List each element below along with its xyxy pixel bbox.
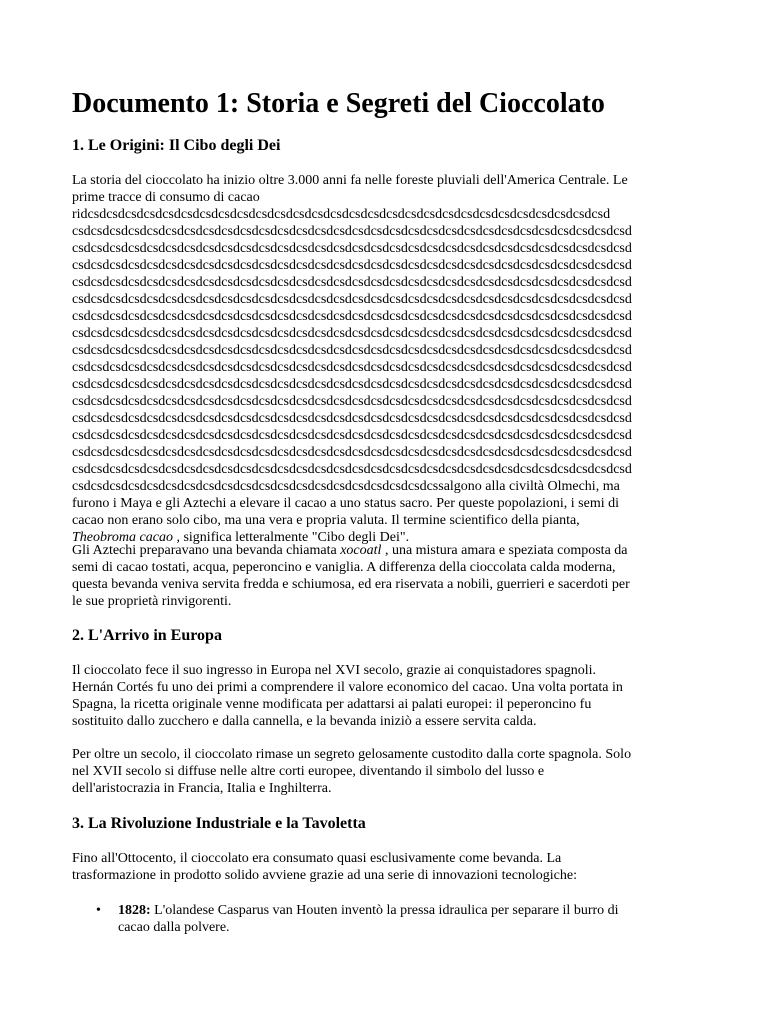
text-line: trasformazione in prodotto solido avviene grazie ad una serie di innovazioni tecnologiche: [72,868,577,883]
section-2-paragraph-2 [72,746,698,797]
section-1-paragraph-1 [72,172,698,546]
text-line: dell'aristocrazia in Francia, Italia e Inghilterra. [72,781,332,796]
text-line: sostituito dallo zucchero e dalla cannella, e la bevanda iniziò a essere servita calda. [72,714,537,729]
text-line: le sue proprietà rinvigorenti. [72,594,232,609]
garbled-line: csdcsdcsdcsdcsdcsdcsdcsdcsdcsdcsdcsdcsdcsdcsdcsdcsdcsdcsdcsdcsdcsdcsdcsdcsdcsdcsdcsdcsdcsd [72,377,632,392]
bullet-icon: • [96,903,101,918]
garbled-line: csdcsdcsdcsdcsdcsdcsdcsdcsdcsdcsdcsdcsdcsdcsdcsdcsdcsdcsdcsdcsdcsdcsdcsdcsdcsdcsdcsdcsdcsd [72,411,632,426]
section-3-paragraph-1 [72,850,698,884]
garbled-line: csdcsdcsdcsdcsdcsdcsdcsdcsdcsdcsdcsdcsdcsdcsdcsdcsdcsdcsdcsdcsdcsdcsdcsdcsdcsdcsdcsdcsdcsd [72,326,632,341]
section-3 [72,814,698,834]
garbled-line: csdcsdcsdcsdcsdcsdcsdcsdcsdcsdcsdcsdcsdcsdcsdcsdcsdcsdcsdcsdcsdcsdcsdcsdcsdcsdcsdcsdcsdcsd [72,292,632,307]
section-3-heading: 3. La Rivoluzione Industriale e la Tavoletta [72,815,366,832]
drink-name: xocoatl [340,543,382,558]
document-title: Documento 1: Storia e Segreti del Cioccolato [72,88,605,119]
text-line: Fino all'Ottocento, il cioccolato era consumato quasi esclusivamente come bevanda. La [72,851,562,866]
garbled-line: csdcsdcsdcsdcsdcsdcsdcsdcsdcsdcsdcsdcsdcsdcsdcsdcsdcsdcsdcsdcsdcsdcsdcsdcsdcsdcsdcsdcsdcsd [72,275,632,290]
text-line: Il cioccolato fece il suo ingresso in Europa nel XVI secolo, grazie ai conquistadores spagnoli. [72,663,597,678]
section-2-heading: 2. L'Arrivo in Europa [72,627,222,644]
garbled-line: ridcsdcsdcsdcsdcsdcsdcsdcsdcsdcsdcsdcsdcsdcsdcsdcsdcsdcsdcsdcsdcsdcsdcsdcsdcsdcsdcsdcsd [72,207,611,222]
text-fragment: L'olandese Casparus van Houten inventò la pressa idraulica per separare il burro di [150,903,619,918]
garbled-line: csdcsdcsdcsdcsdcsdcsdcsdcsdcsdcsdcsdcsdcsdcsdcsdcsdcsdcsdcsdcsdcsdcsdcsdcsdcsdcsdcsdcsdcsd [72,394,632,409]
garbled-line-tail: csdcsdcsdcsdcsdcsdcsdcsdcsdcsdcsdcsdcsdcsdcsdcsdcsdcsdcsdcssalgono alla civiltà Olmechi, ma [72,479,620,494]
section-1-paragraph-2 [72,542,698,610]
garbled-line: csdcsdcsdcsdcsdcsdcsdcsdcsdcsdcsdcsdcsdcsdcsdcsdcsdcsdcsdcsdcsdcsdcsdcsdcsdcsdcsdcsdcsdcsd [72,224,632,239]
text-line: prime tracce di consumo di cacao [72,190,260,205]
garbled-line: csdcsdcsdcsdcsdcsdcsdcsdcsdcsdcsdcsdcsdcsdcsdcsdcsdcsdcsdcsdcsdcsdcsdcsdcsdcsdcsdcsdcsdcsd [72,445,632,460]
garbled-line: csdcsdcsdcsdcsdcsdcsdcsdcsdcsdcsdcsdcsdcsdcsdcsdcsdcsdcsdcsdcsdcsdcsdcsdcsdcsdcsdcsdcsdcsd [72,428,632,443]
text-line: semi di cacao tostati, acqua, peperoncino e vaniglia. A differenza della cioccolata calda moderna, [72,560,616,575]
section-1-heading: 1. Le Origini: Il Cibo degli Dei [72,137,281,154]
text-line: La storia del cioccolato ha inizio oltre 3.000 anni fa nelle foreste pluviali dell'America Centrale. Le [72,173,628,188]
text-line [118,902,698,919]
section-1 [72,136,698,156]
species-name: Theobroma cacao [72,530,173,545]
garbled-line: csdcsdcsdcsdcsdcsdcsdcsdcsdcsdcsdcsdcsdcsdcsdcsdcsdcsdcsdcsdcsdcsdcsdcsdcsdcsdcsdcsdcsdcsd [72,462,632,477]
text-fragment: , significa letteralmente "Cibo degli Dei". [172,530,410,545]
section-2-paragraph-1 [72,662,698,730]
text-line: furono i Maya e gli Aztechi a elevare il cacao a uno status sacro. Per queste popolazioni, i semi di [72,496,619,511]
garbled-line: csdcsdcsdcsdcsdcsdcsdcsdcsdcsdcsdcsdcsdcsdcsdcsdcsdcsdcsdcsdcsdcsdcsdcsdcsdcsdcsdcsdcsdcsd [72,241,632,256]
section-2 [72,626,698,646]
list-item-year: 1828: [118,903,151,918]
text-line: Hernán Cortés fu uno dei primi a comprendere il valore economico del cacao. Una volta portata in [72,680,623,695]
garbled-line: csdcsdcsdcsdcsdcsdcsdcsdcsdcsdcsdcsdcsdcsdcsdcsdcsdcsdcsdcsdcsdcsdcsdcsdcsdcsdcsdcsdcsdcsd [72,360,632,375]
garbled-line: csdcsdcsdcsdcsdcsdcsdcsdcsdcsdcsdcsdcsdcsdcsdcsdcsdcsdcsdcsdcsdcsdcsdcsdcsdcsdcsdcsdcsdcsd [72,258,632,273]
text-line: questa bevanda veniva servita fredda e schiumosa, ed era riservata a nobili, guerrieri e sacerdoti per [72,577,630,592]
text-line: Per oltre un secolo, il cioccolato rimase un segreto gelosamente custodito dalla corte spagnola. Solo [72,747,632,762]
section-3-list [72,902,698,936]
text-fragment: Gli Aztechi preparavano una bevanda chiamata [72,543,341,558]
text-line: cacao non erano solo cibo, ma una vera e propria valuta. Il termine scientifico della pianta, [72,513,580,528]
text-line: Spagna, la ricetta originale venne modificata per adattarsi ai palati europei: il peperoncino fu [72,697,592,712]
text-line: cacao dalla polvere. [118,920,230,935]
list-item [72,902,698,936]
garbled-line: csdcsdcsdcsdcsdcsdcsdcsdcsdcsdcsdcsdcsdcsdcsdcsdcsdcsdcsdcsdcsdcsdcsdcsdcsdcsdcsdcsdcsdcsd [72,343,632,358]
text-line [72,542,698,559]
garbled-line: csdcsdcsdcsdcsdcsdcsdcsdcsdcsdcsdcsdcsdcsdcsdcsdcsdcsdcsdcsdcsdcsdcsdcsdcsdcsdcsdcsdcsdcsd [72,309,632,324]
text-fragment: , una mistura amara e speziata composta da [381,543,628,558]
text-line: nel XVII secolo si diffuse nelle altre corti europee, diventando il simbolo del lusso e [72,764,545,779]
